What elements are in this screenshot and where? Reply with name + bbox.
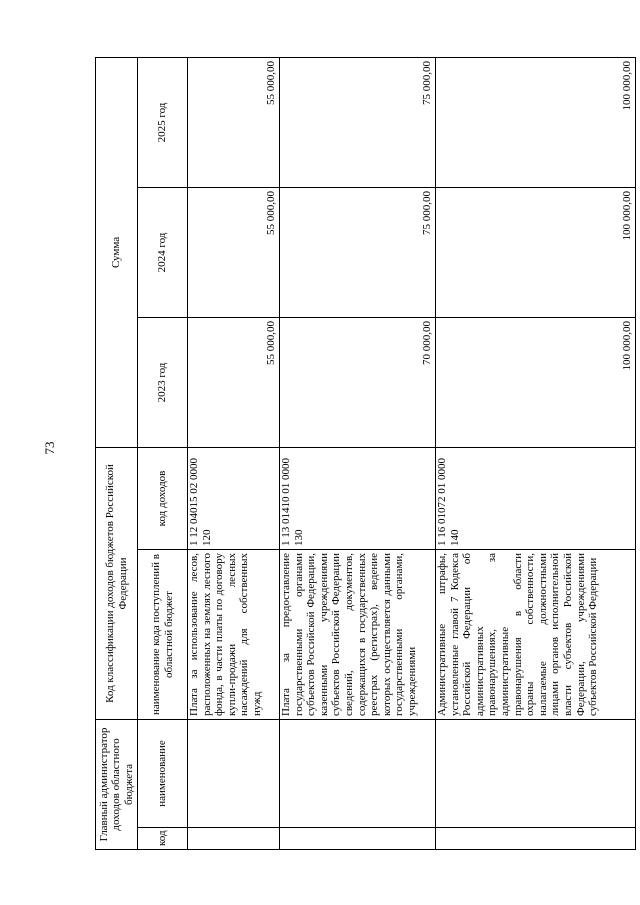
cell-kod-dohodov: 1 13 01410 01 0000 130 <box>280 447 436 549</box>
cell-naim <box>436 719 636 827</box>
header-year-2024: 2024 год <box>138 187 188 317</box>
header-row-1 <box>96 57 138 849</box>
cell-2025: 100 000,00 <box>436 57 636 187</box>
header-admin-group: Главный администратор доходов областного бюджета <box>96 719 138 849</box>
cell-2023: 100 000,00 <box>436 317 636 447</box>
cell-kod <box>280 828 436 850</box>
cell-naim <box>280 719 436 827</box>
cell-kod <box>436 828 636 850</box>
header-row-2 <box>138 57 188 849</box>
cell-kod <box>188 828 280 850</box>
cell-naim-koda: Плата за использование лесов, расположенных на землях лесного фонда, в части платы по договору купли-продажи лесных насаждений для собственных нужд <box>188 549 280 719</box>
header-classif-group: Код классификации доходов бюджетов Российской Федерации <box>96 447 138 719</box>
cell-2025: 55 000,00 <box>188 57 280 187</box>
cell-kod-dohodov: 1 12 04015 02 0000 120 <box>188 447 280 549</box>
income-table <box>95 57 636 850</box>
cell-2024: 75 000,00 <box>280 187 436 317</box>
cell-2025: 75 000,00 <box>280 57 436 187</box>
header-year-2023: 2023 год <box>138 317 188 447</box>
cell-naim-koda: Административные штрафы, установленные главой 7 Кодекса Российской Федерации об административных правонарушениях, за административные правонарушения в области охраны собственности, налагаемые должностными лицами органов исполнительной власти субъектов Российской Федерации, учреждениями субъектов Российской Федерации <box>436 549 636 719</box>
cell-2024: 100 000,00 <box>436 187 636 317</box>
table-row <box>188 57 280 849</box>
cell-naim <box>188 719 280 827</box>
page-number: 73 <box>42 441 57 455</box>
cell-2023: 55 000,00 <box>188 317 280 447</box>
header-naim: наименование <box>138 719 188 827</box>
cell-2023: 70 000,00 <box>280 317 436 447</box>
header-kod-dohodov: код доходов <box>138 447 188 549</box>
rotated-table-container <box>95 58 635 850</box>
cell-kod-dohodov: 1 16 01072 01 0000 140 <box>436 447 636 549</box>
header-year-2025: 2025 год <box>138 57 188 187</box>
header-kod: код <box>138 828 188 850</box>
table-row <box>280 57 436 849</box>
cell-naim-koda: Плата за предоставление государственными органами субъектов Российской Федерации, казенными учреждениями субъектов Российской Федерации сведений, документов, содержащихся в государственных реестрах (регистрах), ведение которых осуществляется данными государственными органами, учреждениями <box>280 549 436 719</box>
table-row <box>436 57 636 849</box>
header-naim-koda: наименование кода поступлений в областной бюджет <box>138 549 188 719</box>
cell-2024: 55 000,00 <box>188 187 280 317</box>
header-summa: Сумма <box>96 57 138 447</box>
